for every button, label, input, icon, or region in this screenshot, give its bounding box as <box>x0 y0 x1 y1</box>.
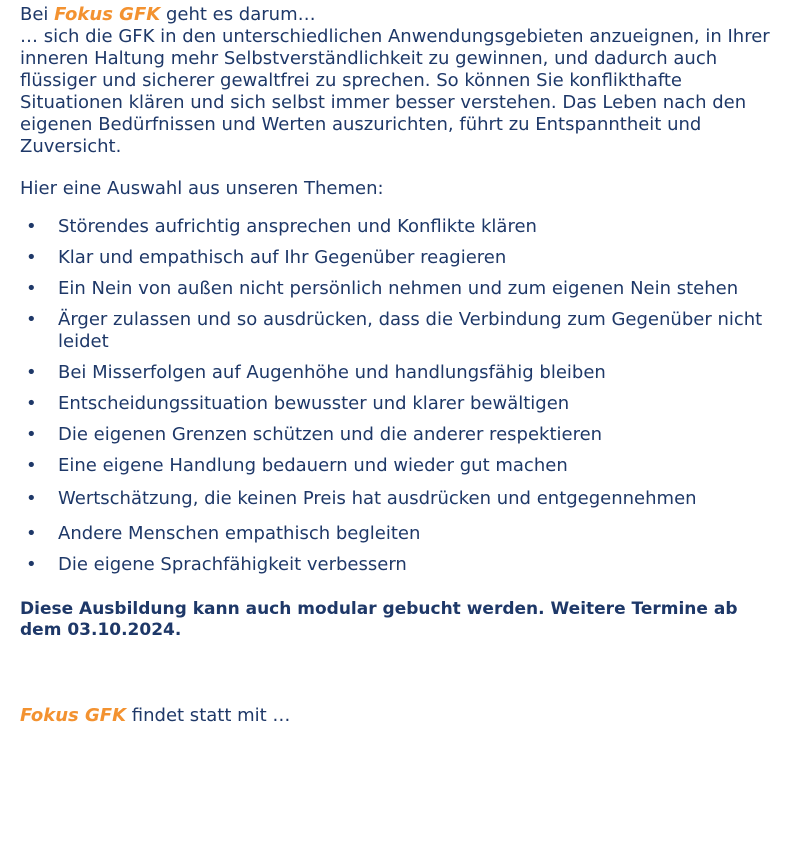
list-item-text: Bei Misserfolgen auf Augenhöhe und handlungsfähig bleiben <box>58 362 606 383</box>
list-item <box>20 393 780 415</box>
list-item-text: Eine eigene Handlung bedauern und wieder gut machen <box>58 455 568 476</box>
list-item <box>20 424 780 446</box>
bullet: • <box>26 247 37 268</box>
bullet: • <box>26 309 37 330</box>
bullet: • <box>26 455 37 476</box>
list-item-text: Die eigene Sprachfähigkeit verbessern <box>58 554 407 575</box>
footer-suffix: findet statt mit … <box>126 705 291 726</box>
footer-line <box>20 705 780 727</box>
list-item-text: Ärger zulassen und so ausdrücken, dass die Verbindung zum Gegenüber nicht leidet <box>58 309 763 352</box>
bullet: • <box>26 278 37 299</box>
bullet: • <box>26 216 37 237</box>
list-item-text: Wertschätzung, die keinen Preis hat ausdrücken und entgegennehmen <box>58 488 697 509</box>
booking-notice: Diese Ausbildung kann auch modular gebucht werden. Weitere Termine ab dem 03.10.2024. <box>20 599 738 640</box>
intro-title <box>20 4 780 26</box>
list-item-text: Störendes aufrichtig ansprechen und Konflikte klären <box>58 216 537 237</box>
list-item-text: Andere Menschen empathisch begleiten <box>58 523 421 544</box>
list-item <box>20 247 780 269</box>
list-item <box>20 278 780 300</box>
topics-list <box>20 216 780 576</box>
bullet: • <box>26 488 37 509</box>
list-item <box>20 523 780 545</box>
list-item <box>20 309 780 353</box>
topics-heading: Hier eine Auswahl aus unseren Themen: <box>20 178 384 199</box>
list-item-text: Entscheidungssituation bewusster und klarer bewältigen <box>58 393 570 414</box>
brand-name-footer: Fokus GFK <box>20 705 127 726</box>
intro-suffix: geht es darum… <box>160 4 316 25</box>
bullet: • <box>26 393 37 414</box>
intro-paragraph: … sich die GFK in den unterschiedlichen Anwendungsgebieten anzueignen, in Ihrer inneren Haltung mehr Selbstverständlichkeit zu gewinnen, und dadurch auch flüssiger und sicherer gewaltfrei zu sprechen. So können Sie konflikthafte Situationen klären und sich selbst immer besser verstehen. Das Leben nach den eigenen Bedürfnissen und Werten auszurichten, führt zu Entspanntheit und Zuversicht. <box>20 26 770 157</box>
bullet: • <box>26 362 37 383</box>
list-item <box>20 483 780 514</box>
intro-prefix: Bei <box>20 4 55 25</box>
page-content <box>20 4 780 727</box>
list-item <box>20 455 780 477</box>
list-item-text: Klar und empathisch auf Ihr Gegenüber reagieren <box>58 247 507 268</box>
brand-name: Fokus GFK <box>54 4 161 25</box>
list-item-text: Ein Nein von außen nicht persönlich nehmen und zum eigenen Nein stehen <box>58 278 739 299</box>
list-item <box>20 362 780 384</box>
bullet: • <box>26 424 37 445</box>
list-item <box>20 554 780 576</box>
list-item <box>20 216 780 238</box>
bullet: • <box>26 523 37 544</box>
list-item-text: Die eigenen Grenzen schützen und die anderer respektieren <box>58 424 603 445</box>
bullet: • <box>26 554 37 575</box>
